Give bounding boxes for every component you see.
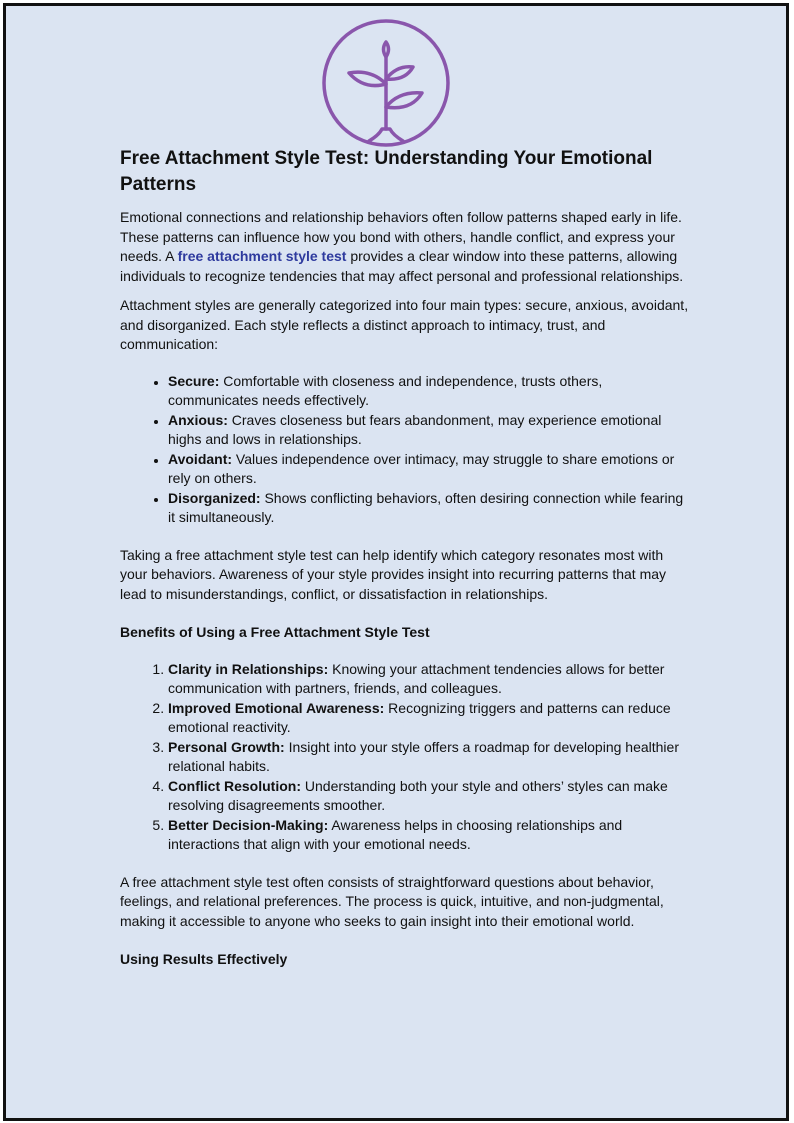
list-item: • Disorganized: Shows conflicting behaviors, often desiring connection while fearing it simultaneously.: [168, 489, 690, 528]
types-paragraph: Attachment styles are generally categorized into four main types: secure, anxious, avoidant, and disorganized. Each style reflects a distinct approach to intimacy, trust, and communication:: [120, 297, 689, 352]
sprout-in-circle-icon: [319, 17, 453, 151]
benefits-heading: Benefits of Using a Free Attachment Style Test: [120, 624, 430, 640]
list-item: • Anxious: Craves closeness but fears abandonment, may experience emotional highs and lows in relationships.: [168, 411, 690, 450]
list-item: 2. Improved Emotional Awareness: Recognizing triggers and patterns can reduce emotional reactivity.: [168, 699, 690, 738]
benefits-list: [120, 660, 690, 855]
taking-test-paragraph: Taking a free attachment style test can help identify which category resonates most with your behaviors. Awareness of your style provides insight into recurring patterns that may lead to misunderstandings, conflict, or dissatisfaction in relationships.: [120, 546, 667, 602]
document-page: [3, 3, 789, 1121]
list-item: 4. Conflict Resolution: Understanding both your style and others’ styles can make resolving disagreements smoother.: [168, 777, 690, 816]
free-attachment-style-test-link[interactable]: free attachment style test: [177, 248, 347, 264]
list-item: 1. Clarity in Relationships: Knowing your attachment tendencies allows for better communication with partners, friends, and colleagues.: [168, 660, 690, 699]
list-item: 3. Personal Growth: Insight into your style offers a roadmap for developing healthier relational habits.: [168, 738, 690, 777]
intro-paragraph: Emotional connections and relationship behaviors often follow patterns shaped early in life. These patterns can influence how you bond with others, handle conflict, and express your needs. A free attachment style test provides a clear window into these patterns, allowing individuals to recognize tendencies that may affect personal and professional relationships.: [120, 209, 684, 284]
list-item: 5. Better Decision-Making: Awareness helps in choosing relationships and interactions that align with your emotional needs.: [168, 816, 690, 855]
article: [120, 146, 690, 970]
list-item: • Secure: Comfortable with closeness and independence, trusts others, communicates needs effectively.: [168, 372, 690, 411]
results-heading: Using Results Effectively: [120, 951, 288, 967]
list-item: • Avoidant: Values independence over intimacy, may struggle to share emotions or rely on others.: [168, 450, 690, 489]
process-paragraph: A free attachment style test often consists of straightforward questions about behavior, feelings, and relational preferences. The process is quick, intuitive, and non-judgmental, making it accessible to anyone who seeks to gain insight into their emotional world.: [120, 873, 664, 929]
page-title: Free Attachment Style Test: Understanding Your Emotional Patterns: [120, 148, 653, 195]
attachment-styles-list: [120, 372, 690, 528]
